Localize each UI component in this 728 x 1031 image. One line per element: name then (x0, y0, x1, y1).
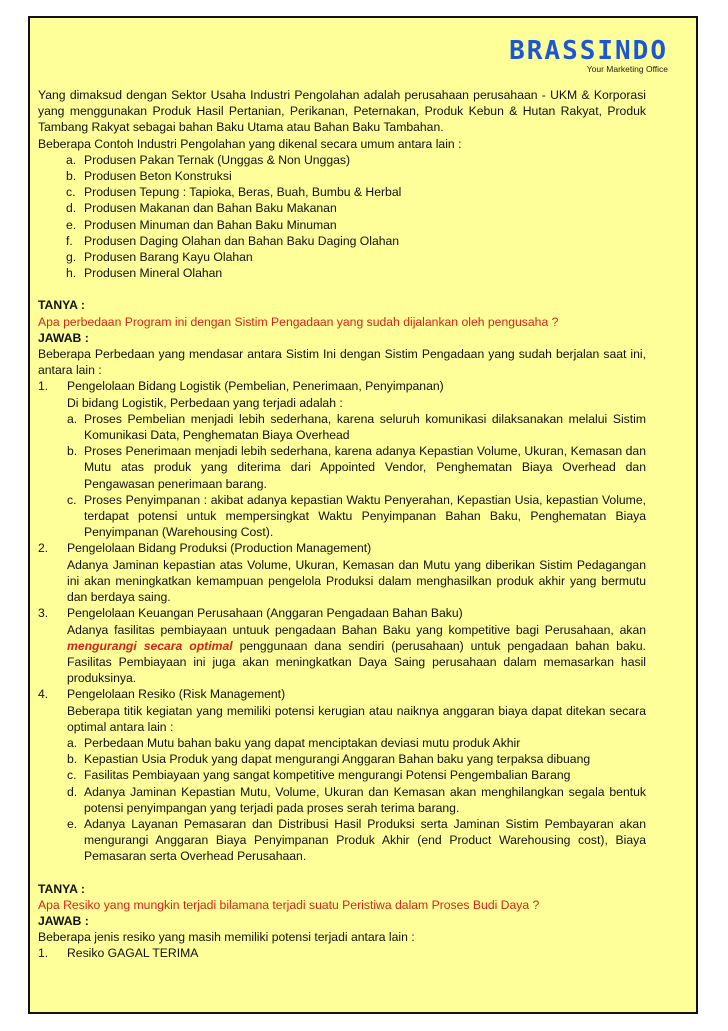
list-item: c. Produsen Tepung : Tapioka, Beras, Buah, Bumbu & Herbal (66, 185, 402, 200)
list-item: c. Proses Penyimpanan : akibat adanya kepastian Waktu Penyerahan, Kepastian Usia, kepastian Volume, terdapat potensi untuk mempersingkat Waktu Penyimpanan Bahan Baku, Penghematan Biaya Penyimpanan (Warehousing Cost). (67, 492, 646, 540)
question-1: Apa perbedaan Program ini dengan Sistim Pengadaan yang sudah dijalankan oleh pengusaha ? (38, 314, 559, 329)
point-title: Pengelolaan Bidang Produksi (Production Management) (67, 541, 372, 556)
point-title: Pengelolaan Keuangan Perusahaan (Anggaran Pengadaan Bahan Baku) (67, 606, 463, 621)
list-item: g. Produsen Barang Kayu Olahan (66, 250, 253, 265)
answer-point-logistics: 1. Pengelolaan Bidang Logistik (Pembelian, Penerimaan, Penyimpanan) Di bidang Logistik, Perbedaan yang terjadi adalah : a. Proses Pembelian menjadi lebih sederhana, karena seluruh komunikasi dilaksanakan melalui Sistim Komunikasi Data, Penghematan Biaya Overhead b. Proses Penerimaan menjadi lebih sederhana, karena adanya Kepastian Volume, Ukuran, Kemasan dan Mutu atas produk yang diterima dari Appointed Vendor, Penghematan Biaya Overhead dan Pengawasan penerimaan barang. c. Proses Penyimpanan : akibat adanya kepastian Waktu Penyerahan, Kepastian Usia, kepastian Volume, terdapat potensi untuk mempersingkat Waktu Penyimpanan Bahan Baku, Penghematan Biaya Penyimpanan (Warehousing Cost). (38, 379, 646, 540)
emphasis-text: mengurangi secara optimal (67, 638, 233, 653)
list-item: d. Adanya Jaminan Kepastian Mutu, Volume, Ukuran dan Kemasan akan menghilangkan segala bentuk potensi penyimpangan yang terjadi pada proses serah terima barang. (67, 784, 646, 815)
list-item: a. Proses Pembelian menjadi lebih sederhana, karena seluruh komunikasi dilaksanakan melalui Sistim Komunikasi Data, Penghematan Biaya Overhead (67, 411, 646, 443)
logo-tagline: Your Marketing Office (586, 64, 668, 74)
point-subitems (67, 735, 646, 865)
answer-point-production: 2. Pengelolaan Bidang Produksi (Production Management) Adanya Jaminan kepastian atas Volume, Ukuran, Kemasan dan Mutu yang diberikan Sistim Pedagangan ini akan meningkatkan kemampuan pengelola Produksi dalam menghasilkan produk akhir yang bermutu dan berdaya saing. (38, 541, 646, 605)
jawab-label: JAWAB : (38, 330, 89, 345)
question-2: Apa Resiko yang mungkin terjadi bilamana terjadi suatu Peristiwa dalam Proses Budi Daya ? (38, 897, 540, 912)
list-item: d. Produsen Makanan dan Bahan Baku Makanan (66, 201, 337, 216)
list-item: h. Produsen Mineral Olahan (66, 266, 223, 281)
point-body: Adanya Jaminan kepastian atas Volume, Ukuran, Kemasan dan Mutu yang diberikan Sistim Pedagangan ini akan meningkatkan kemampuan pengelola Produksi dalam menghasilkan produk akhir yang bermutu dan berdaya saing. (67, 557, 646, 605)
intro-paragraph-2: Beberapa Contoh Industri Pengolahan yang dikenal secara umum antara lain : (38, 136, 462, 151)
point-subitems (67, 411, 646, 541)
list-item: a. Perbedaan Mutu bahan baku yang dapat menciptakan deviasi mutu produk Akhir (67, 735, 521, 750)
list-item: b. Produsen Beton Konstruksi (66, 169, 232, 184)
answer-1-points (38, 378, 646, 864)
point-body: Di bidang Logistik, Perbedaan yang terjadi adalah : (67, 395, 343, 410)
point-body: Adanya fasilitas pembiayaan untuuk pengadaan Bahan Baku yang kompetitive bagi Perusahaan, akan mengurangi secara optimal penggunaan dana sendiri (perusahaan) untuk pengadaan bahan baku. Fasilitas Pembiayaan ini juga akan meningkatkan Daya Saing perusahaan dalam memasarkan hasil produksinya. (67, 622, 646, 686)
tanya-label: TANYA : (38, 298, 85, 313)
section-spacer (38, 865, 646, 881)
list-item: c. Fasilitas Pembiayaan yang sangat kompetitive mengurangi Potensi Pengembalian Barang (67, 768, 571, 783)
list-item: f. Produsen Daging Olahan dan Bahan Baku Daging Olahan (66, 233, 400, 248)
answer-2-intro: Beberapa jenis resiko yang masih memiliki potensi terjadi antara lain : (38, 930, 415, 945)
brassindo-logo (509, 38, 668, 74)
list-item: b. Proses Penerimaan menjadi lebih sederhana, karena adanya Kepastian Volume, Ukuran, Kemasan dan Mutu atas produk yang diterima dari Appointed Vendor, Penghematan Biaya Overhead dan Pengawasan penerimaan barang. (67, 444, 646, 491)
list-item: e. Produsen Minuman dan Bahan Baku Minuman (66, 217, 337, 232)
list-item: b. Kepastian Usia Produk yang dapat mengurangi Anggaran Bahan baku yang terpaksa dibuang (67, 752, 591, 767)
jawab-label: JAWAB : (38, 913, 89, 928)
list-item: 1. Resiko GAGAL TERIMA (38, 946, 199, 961)
section-spacer (38, 281, 646, 297)
intro-paragraph-1: Yang dimaksud dengan Sektor Usaha Industri Pengolahan adalah perusahaan perusahaan - UKM & Korporasi yang menggunakan Produk Hasil Pertanian, Perikanan, Peternakan, Produk Kebun & Hutan Rakyat, Produk Tambang Rakyat sebagai bahan Baku Utama atau Bahan Baku Tambahan. (38, 88, 646, 135)
answer-1-intro: Beberapa Perbedaan yang mendasar antara Sistim Ini dengan Sistim Pengadaan yang sudah berjalan saat ini, antara lain : (38, 347, 646, 378)
point-body: Beberapa titik kegiatan yang memiliki potensi kerugian atau naiknya anggaran biaya dapat ditekan secara optimal antara lain : (67, 703, 646, 734)
list-item: a. Produsen Pakan Ternak (Unggas & Non Unggas) (66, 152, 351, 167)
point-title: Pengelolaan Resiko (Risk Management) (67, 687, 286, 702)
answer-point-finance: 3. Pengelolaan Keuangan Perusahaan (Anggaran Pengadaan Bahan Baku) Adanya fasilitas pembiayaan untuuk pengadaan Bahan Baku yang kompetitive bagi Perusahaan, akan mengurangi secara optimal penggunaan dana sendiri (perusahaan) untuk pengadaan bahan baku. Fasilitas Pembiayaan ini juga akan meningkatkan Daya Saing perusahaan dalam memasarkan hasil produksinya. (38, 606, 646, 686)
logo-wordmark: BRASSINDO (509, 36, 668, 66)
answer-2-points (38, 945, 646, 961)
tanya-label: TANYA : (38, 881, 85, 896)
answer-point-risk: 4. Pengelolaan Resiko (Risk Management) Beberapa titik kegiatan yang memiliki potensi kerugian atau naiknya anggaran biaya dapat ditekan secara optimal antara lain : a. Perbedaan Mutu bahan baku yang dapat menciptakan deviasi mutu produk Akhir b. Kepastian Usia Produk yang dapat mengurangi Anggaran Bahan baku yang terpaksa dibuang c. Fasilitas Pembiayaan yang sangat kompetitive mengurangi Potensi Pengembalian Barang d. Adanya Jaminan Kepastian Mutu, Volume, Ukuran dan Kemasan akan menghilangkan segala bentuk potensi penyimpangan yang terjadi pada proses serah terima barang. e. Adanya Layanan Pemasaran dan Distribusi Hasil Produksi serta Jaminan Sistim Pembayaran akan mengurangi Anggaran Biaya Penyimpanan Produk Akhir (end Product Warehousing cost), Biaya Pemasaran serta Overhead Perusahaan. (38, 687, 646, 864)
point-title: Pengelolaan Bidang Logistik (Pembelian, Penerimaan, Penyimpanan) (67, 379, 444, 394)
list-item: e. Adanya Layanan Pemasaran dan Distribusi Hasil Produksi serta Jaminan Sistim Pembayaran akan mengurangi Anggaran Biaya Penyimpanan Produk Akhir (end Product Warehousing cost), Biaya Pemasaran serta Overhead Perusahaan. (67, 816, 646, 864)
industry-examples-list (38, 152, 646, 282)
document-content (38, 87, 646, 962)
